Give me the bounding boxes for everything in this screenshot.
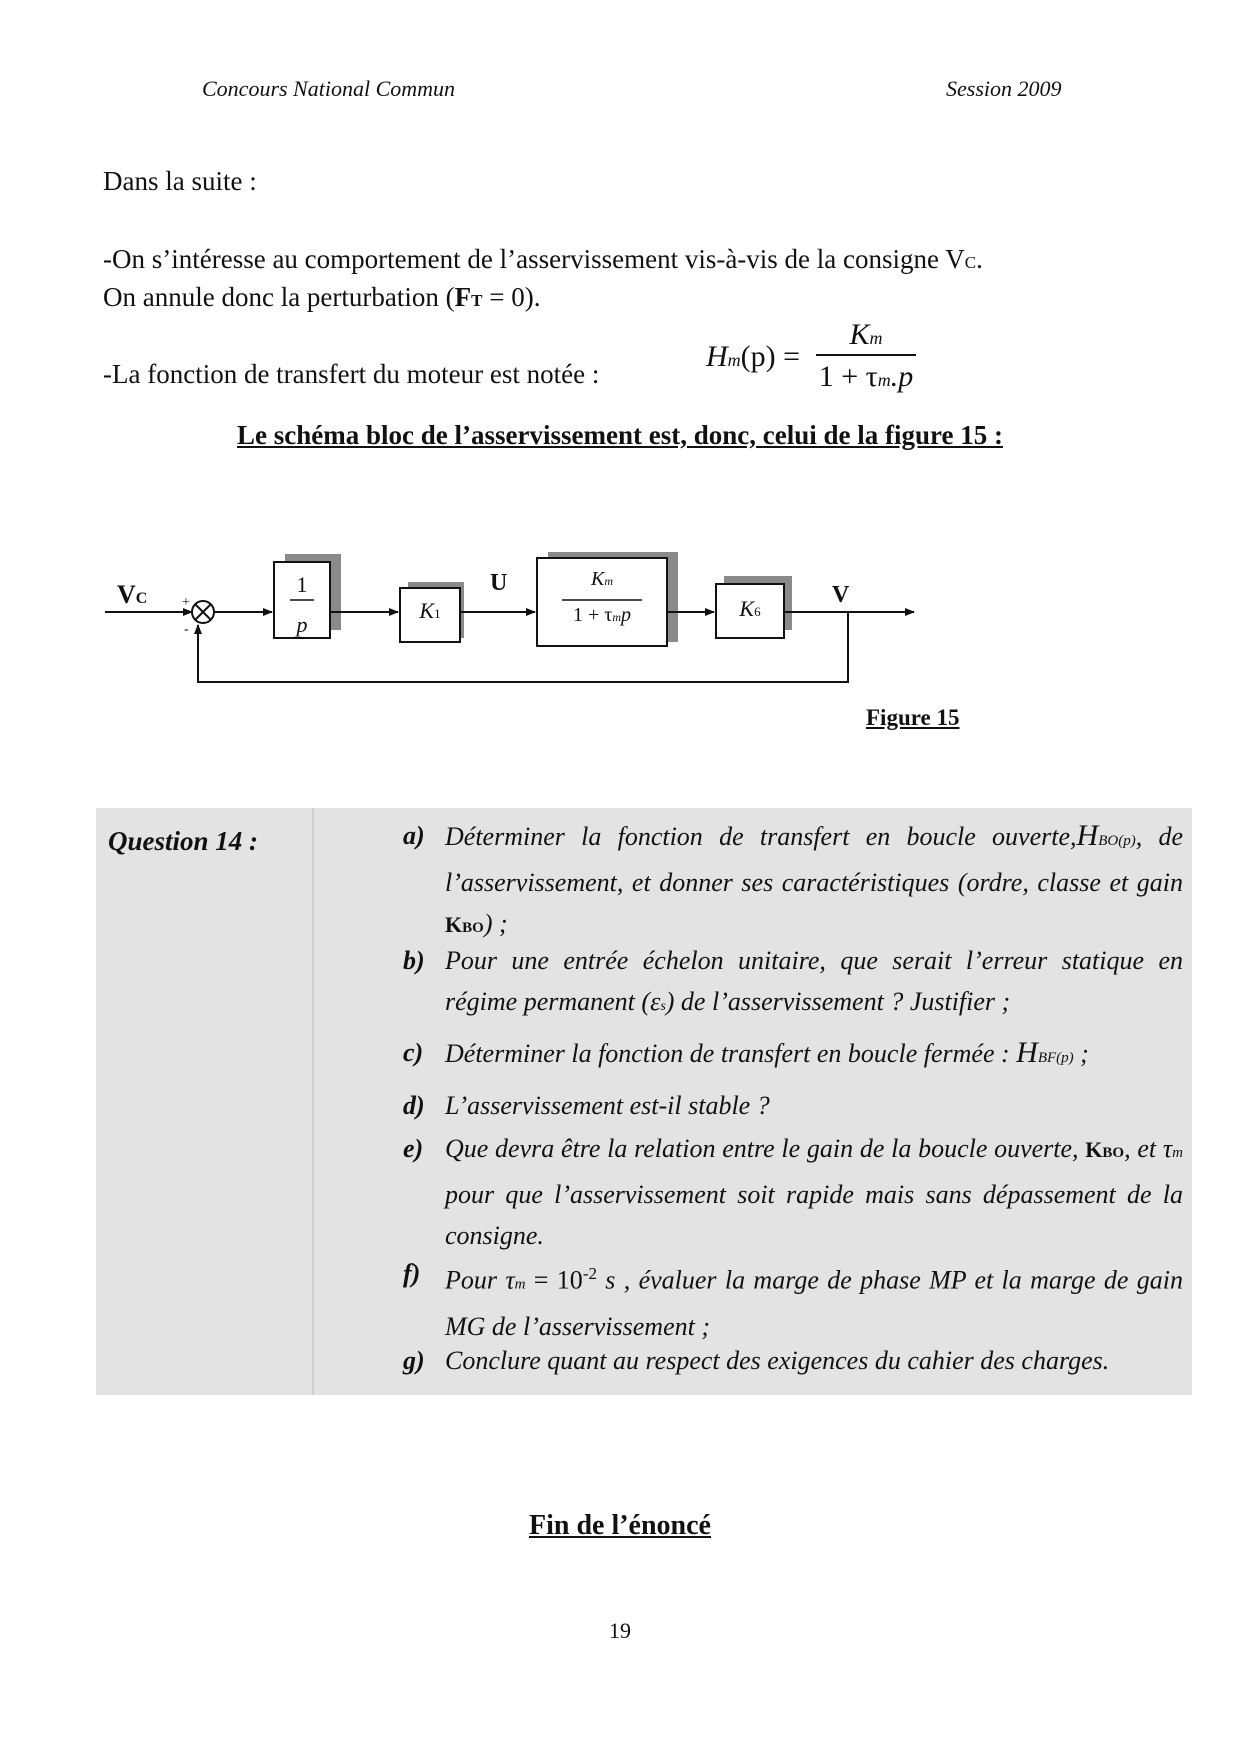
motor-km: K	[849, 318, 870, 351]
motor-block-numerator	[537, 568, 667, 591]
item-a-letter: a)	[403, 821, 425, 850]
item-e-kbo	[1085, 1137, 1124, 1162]
k6-sub: 6	[754, 604, 761, 619]
item-b-text	[445, 940, 1183, 1027]
motor-numerator	[816, 318, 916, 356]
item-f-text2: = 10	[525, 1265, 583, 1295]
intro-line-3-end: = 0).	[482, 282, 541, 312]
item-g-text: Conclure quant au respect des exigences du cahier des charges.	[445, 1346, 1110, 1375]
k1-k: K	[419, 598, 435, 623]
ft-symbol: F	[454, 282, 472, 312]
item-e-text2: , et	[1124, 1134, 1163, 1163]
item-e-text	[445, 1128, 1183, 1256]
item-f-sym: τ	[505, 1265, 515, 1295]
k6-k: K	[739, 596, 755, 621]
motor-denominator	[816, 356, 916, 394]
item-a-text3: de l’asservissement, et donner ses caractéristiques (ordre, classe et gain	[445, 822, 1184, 897]
motor-den-a: 1 + τ	[818, 360, 878, 393]
item-f-text3: s , évaluer la marge de phase MP et la marge de gain MG de l’asservissement ;	[445, 1265, 1183, 1341]
item-c-letter: c)	[403, 1038, 424, 1067]
item-a-sym-sub: BO(p)	[1098, 833, 1136, 849]
question-item-b	[403, 940, 1181, 1020]
item-a-sym: H	[1076, 819, 1099, 852]
figure-caption: Figure 15	[866, 705, 960, 730]
mb-den-b: p	[621, 604, 631, 626]
integrator-numerator: 1	[296, 572, 308, 597]
minus-sign: -	[184, 622, 189, 637]
vc-sub: C	[135, 590, 148, 607]
intro-line-4: -La fonction de transfert du moteur est notée :	[103, 359, 600, 389]
integrator-denominator: p	[296, 612, 308, 637]
item-f-sup: -2	[582, 1264, 597, 1283]
motor-fraction	[816, 318, 916, 394]
diagram-output-label: V	[832, 582, 850, 608]
item-b-sym-sub: s	[660, 999, 666, 1014]
item-c-text2: ;	[1073, 1039, 1089, 1068]
item-e-text1: Que devra être la relation entre le gain de la boucle ouverte,	[445, 1134, 1086, 1163]
vc-subscript: C	[964, 253, 977, 272]
question-item-e	[403, 1128, 1181, 1253]
item-a-text	[445, 815, 1183, 949]
item-b-letter: b)	[403, 946, 425, 975]
item-f-sym-sub: m	[514, 1276, 526, 1293]
plus-sign: +	[182, 595, 190, 610]
diagram-input-label	[117, 580, 147, 610]
intro-line-1: Dans la suite :	[103, 166, 257, 196]
item-a-text2: ,	[1135, 822, 1143, 851]
header-right: Session 2009	[946, 76, 1062, 101]
item-e-sym-sub: m	[1172, 1145, 1183, 1161]
question-divider	[312, 808, 314, 1395]
item-f-text	[445, 1253, 1183, 1347]
item-c-sym: H	[1016, 1036, 1038, 1069]
item-b-sym: ε	[650, 987, 661, 1016]
question-item-c	[403, 1032, 1181, 1082]
intro-line-3	[103, 278, 540, 320]
motor-den-sub: m	[877, 370, 891, 390]
motor-h: H	[706, 340, 728, 373]
item-e-kb: K	[1085, 1137, 1103, 1162]
k1-sub: 1	[434, 606, 441, 621]
figure-title: Le schéma bloc de l’asservissement est, donc, celui de la figure 15 :	[237, 420, 1003, 450]
item-a-kb-sub: BO	[462, 920, 484, 936]
item-c-sym-sub: BF(p)	[1037, 1050, 1074, 1066]
motor-block	[537, 552, 678, 646]
motor-km-sub: m	[869, 328, 883, 348]
item-e-text3: pour que l’asservissement soit rapide mais sans dépassement de la consigne.	[445, 1180, 1183, 1250]
item-d-text: L’asservissement est-il stable ?	[445, 1091, 770, 1120]
item-e-kb-sub: BO	[1102, 1145, 1125, 1161]
item-e-sym: τ	[1162, 1134, 1173, 1163]
motor-block-denominator	[537, 604, 667, 627]
item-c-text	[445, 1032, 1183, 1079]
k1-label	[400, 598, 460, 624]
motor-h-sub: m	[727, 350, 741, 370]
intro-line-3-text: On annule donc la perturbation (	[103, 282, 455, 312]
header-left: Concours National Commun	[202, 76, 456, 101]
end-of-statement: Fin de l’énoncé	[529, 1510, 711, 1541]
item-f-letter: f)	[403, 1259, 421, 1288]
intro-line-2-end: .	[976, 244, 983, 274]
mb-k-sub: m	[604, 574, 613, 588]
motor-den-b: .p	[890, 360, 914, 393]
question-item-g	[403, 1340, 1181, 1385]
question-item-a	[403, 815, 1184, 945]
summing-junction	[192, 601, 214, 623]
item-a-text4: ) ;	[483, 909, 508, 938]
mb-den-sub: m	[612, 610, 621, 624]
item-e-letter: e)	[403, 1134, 424, 1163]
item-c-text1: Déterminer la fonction de transfert en boucle fermée :	[445, 1039, 1010, 1068]
question-label: Question 14 :	[108, 826, 259, 856]
item-a-kb: K	[445, 912, 463, 937]
item-b-text2: ) de l’asservissement ? Justifier ;	[665, 987, 1011, 1016]
signal-u-label: U	[490, 570, 508, 596]
motor-transfer-function	[706, 340, 800, 374]
item-g-letter: g)	[403, 1346, 425, 1375]
item-f-text1: Pour	[445, 1265, 506, 1295]
question-item-d	[403, 1085, 1181, 1130]
item-b-text1: Pour une entrée échelon unitaire, que serait l’erreur statique en régime permanent (	[445, 946, 1183, 1016]
item-a-text1: Déterminer la fonction de transfert en boucle ouverte,	[445, 822, 1077, 851]
item-d-letter: d)	[403, 1091, 425, 1120]
intro-line-2	[103, 240, 983, 282]
ft-subscript: T	[471, 291, 483, 310]
page-number: 19	[609, 1618, 631, 1643]
vc-letter: V	[117, 580, 136, 609]
question-item-f	[403, 1253, 1181, 1343]
mb-den-a: 1 + τ	[573, 604, 613, 626]
motor-h-arg: (p) =	[740, 340, 801, 373]
mb-k: K	[590, 568, 605, 590]
item-a-kbo	[445, 912, 484, 937]
k6-label	[716, 596, 784, 622]
intro-line-2-text: -On s’intéresse au comportement de l’asservissement vis-à-vis de la consigne V	[103, 244, 965, 274]
